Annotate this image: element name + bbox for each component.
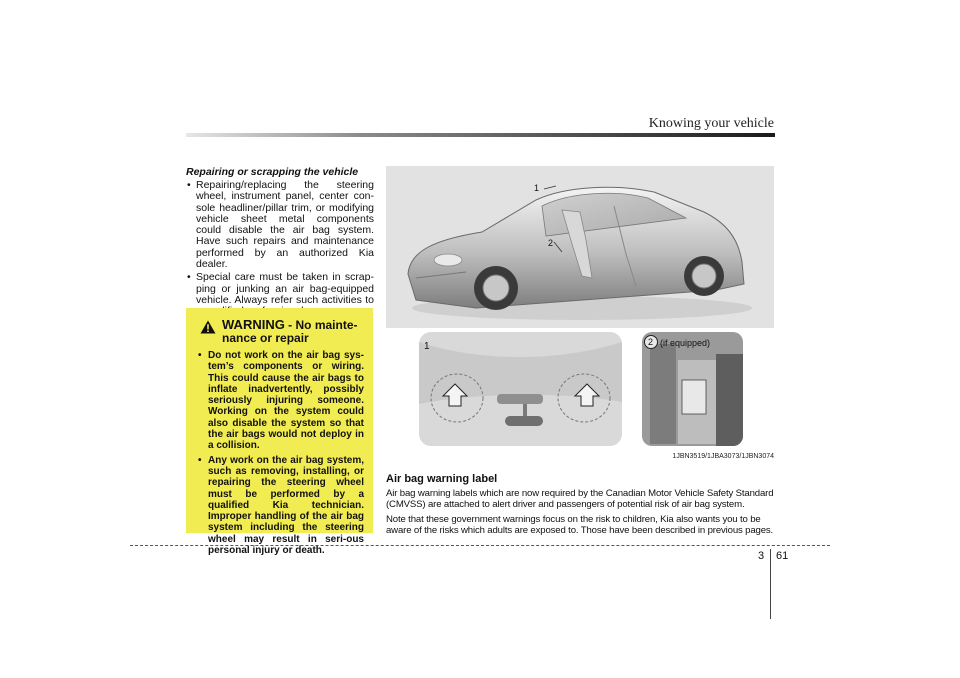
warning-list — [196, 350, 364, 556]
repair-bullet: • Repairing/replacing the steering wheel, instrument panel, center con-sole headliner/pillar trim, or modifying vehicle sheet metal components could disable the air bag system. Have such repairs and maintenance performed by an authorized Kia dealer. — [186, 180, 374, 270]
left-column — [186, 166, 374, 320]
warning-item: • Do not work on the air bag sys-tem’s components or wiring. This could cause the air bags to inflate inadvertently, possibly seriously injuring someone. Working on the system could also disable the system so that the air bags would not deploy in a collision. — [196, 350, 364, 452]
door-pillar-drawing — [642, 332, 743, 446]
header-rule — [186, 133, 775, 137]
warning-title — [222, 318, 364, 345]
footer-dashed-rule — [130, 545, 830, 546]
warning-box — [186, 308, 373, 557]
car-callout-1: 1 — [534, 183, 540, 193]
repair-section-heading: Repairing or scrapping the vehicle — [186, 166, 359, 178]
inset2-note: (if equipped) — [660, 338, 711, 348]
repair-bullet-list — [186, 180, 374, 318]
airbag-label-paragraph: Note that these government warnings focus on the risk to children, Kia also wants you to be aware of the risks which adults are exposed to. Those have been described in previous pages. — [386, 514, 774, 537]
inset2-callout-2: 2 — [648, 337, 654, 347]
warning-triangle-icon — [200, 320, 216, 334]
airbag-label-paragraph: Air bag warning labels which are now required by the Canadian Motor Vehicle Safety Standard (CMVSS) are attached to alert driver and passengers of potential risk of air bag system. — [386, 488, 774, 511]
door-pillar-label-photo — [642, 332, 743, 446]
page-header-title: Knowing your vehicle — [648, 116, 774, 131]
warning-item: • Any work on the air bag system, such as removing, installing, or repairing the steering wheel must be performed by a qualified Kia technician. Improper handling of the air bag system including the steering wheel may result in seri-ous personal injury or death. — [196, 455, 364, 557]
car-drawing — [386, 166, 774, 328]
car-callout-2: 2 — [548, 238, 554, 248]
page-number: 61 — [776, 550, 789, 562]
warning-header — [196, 318, 364, 345]
warning-title-rest: - No mainte-nance or repair — [222, 318, 358, 345]
warning-word: WARNING — [222, 317, 285, 332]
airbag-label-heading: Air bag warning label — [386, 473, 498, 485]
footer-divider — [770, 549, 771, 619]
image-code: 1JBN3519/1JBA3073/1JBN3074 — [672, 453, 774, 460]
headliner-drawing — [419, 332, 622, 446]
repair-bullet: • Special care must be taken in scrap-ping or junking an air bag-equipped vehicle. Always refer such activities to — [186, 272, 374, 317]
vehicle-illustration — [386, 166, 774, 328]
inset1-callout-1: 1 — [424, 341, 430, 352]
chapter-number: 3 — [758, 550, 765, 562]
headliner-label-photo — [419, 332, 622, 446]
